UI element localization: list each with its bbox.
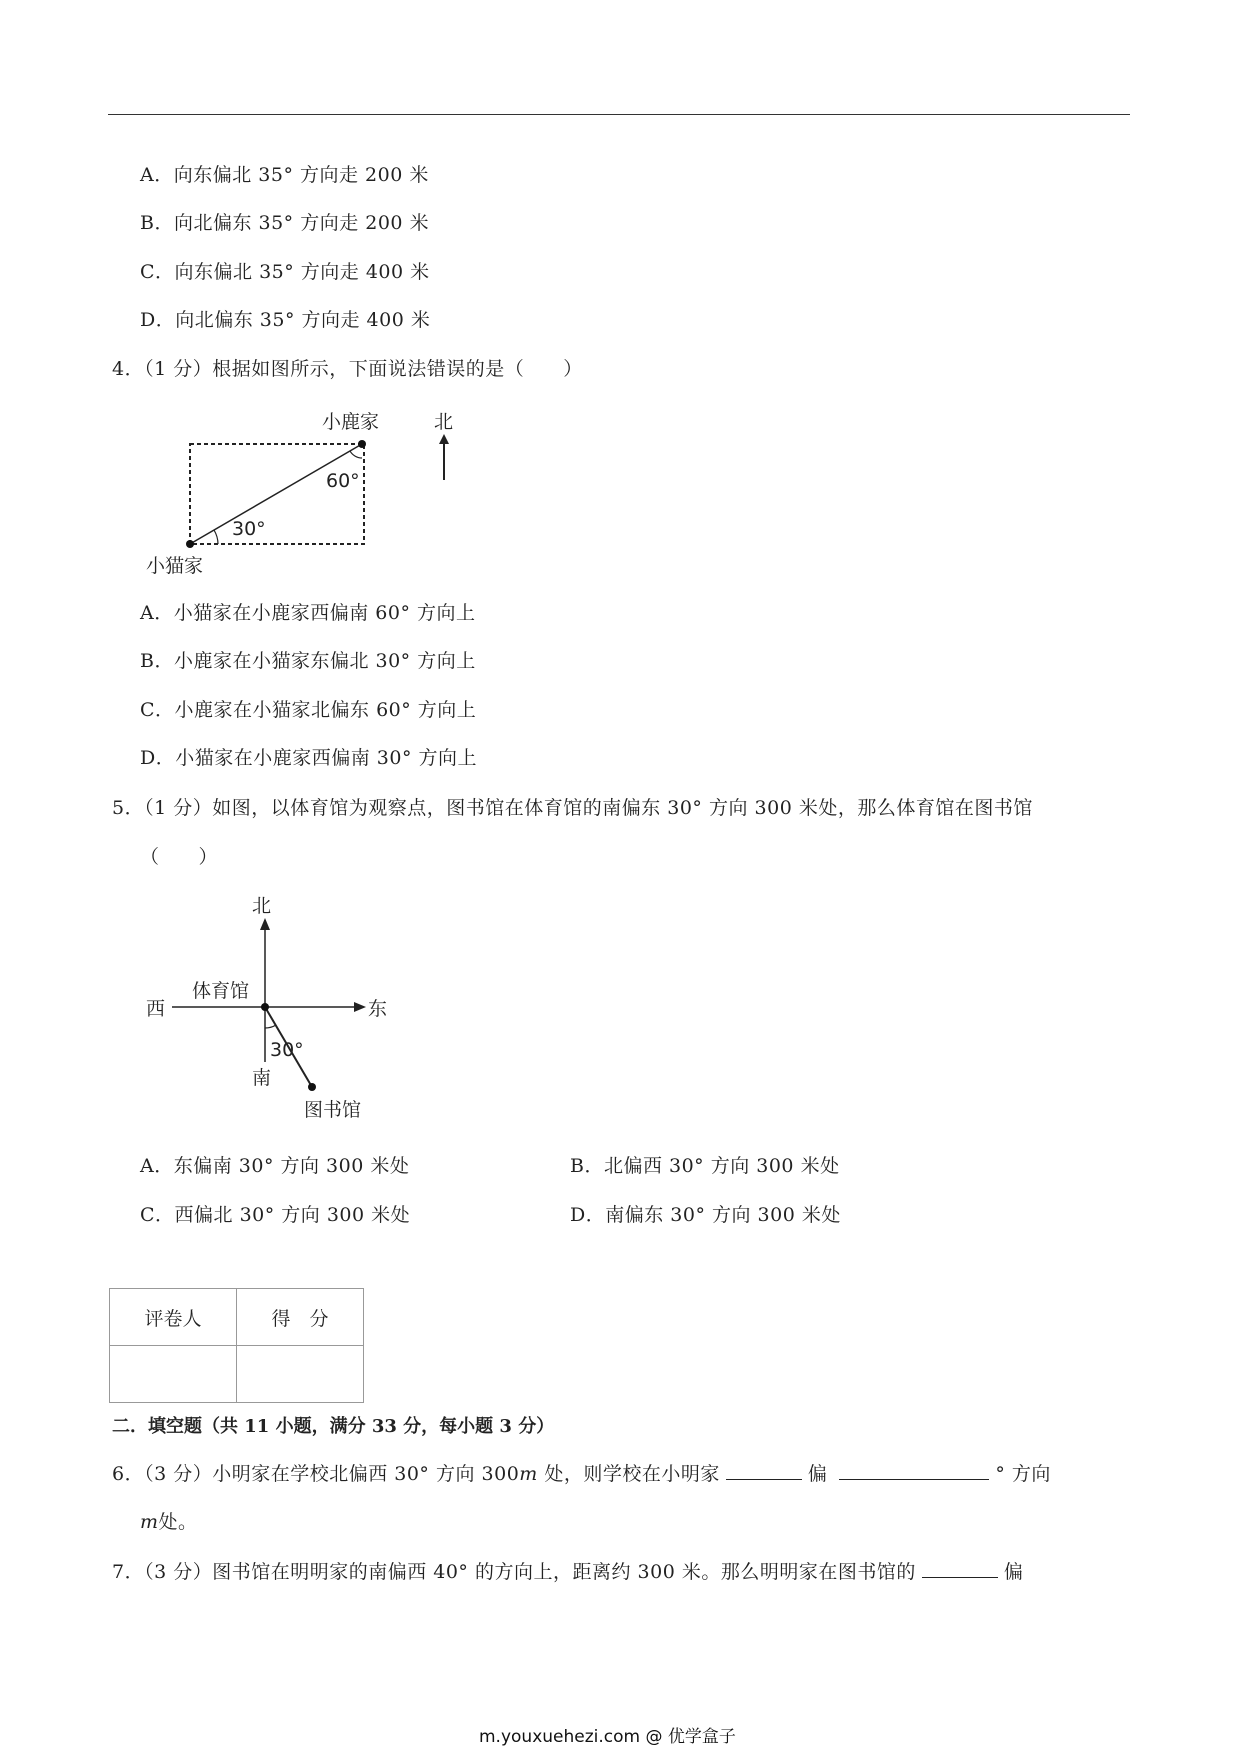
q5-east-arrow [354,1002,366,1012]
q5-angle-label: 30° [270,1039,304,1061]
q4-cat-label: 小猫家 [146,555,204,577]
q5-stem-line2: （ ） [140,846,219,868]
q6-part4: ° 方向 [995,1463,1051,1485]
q4-cat-dot [186,540,194,548]
q5-option-c: C．西偏北 30° 方向 300 米处 [140,1204,411,1226]
q5-option-b: B．北偏西 30° 方向 300 米处 [570,1155,840,1177]
q6-blank-2[interactable] [839,1461,989,1480]
header-rule [108,114,1130,115]
q5-option-d: D．南偏东 30° 方向 300 米处 [570,1204,841,1226]
q5-angle-arc [265,1025,276,1028]
q5-gym-label: 体育馆 [192,980,250,1002]
q5-stem-line1: 5．（1 分）如图，以体育馆为观察点，图书馆在体育馆的南偏东 30° 方向 300 米处，那么体育馆在图书馆 [112,797,1033,819]
q4-north-arrow-head [439,434,449,444]
q4-stem: 4．（1 分）根据如图所示，下面说法错误的是（ ） [112,358,583,380]
q6-line1 [112,1461,1051,1486]
q7-line1 [112,1559,1023,1584]
q4-figure [140,400,480,580]
q5-library-label: 图书馆 [304,1099,362,1121]
q4-option-d: D．小猫家在小鹿家西偏南 30° 方向上 [140,747,477,769]
footer-watermark: m.youxuehezi.com @ 优学盒子 [479,1727,736,1747]
q6-line2-rest: 处。 [158,1511,198,1533]
q4-option-c: C．小鹿家在小猫家北偏东 60° 方向上 [140,699,477,721]
section-2-heading: 二．填空题（共 11 小题，满分 33 分，每小题 3 分） [112,1416,555,1437]
q6-unit: m [519,1463,538,1485]
q4-option-b: B．小鹿家在小猫家东偏北 30° 方向上 [140,650,476,672]
q7-tail: 偏 [1003,1561,1024,1583]
q5-west-label: 西 [146,998,166,1020]
score-header: 得 分 [237,1289,364,1346]
q4-option-a: A．小猫家在小鹿家西偏南 60° 方向上 [140,602,476,624]
q6-part3: 偏 [807,1463,828,1485]
q5-figure [140,890,400,1130]
q5-option-a: A．东偏南 30° 方向 300 米处 [140,1155,410,1177]
q7-blank-1[interactable] [922,1559,998,1578]
q4-north-label: 北 [434,411,454,433]
score-cell[interactable] [237,1346,364,1403]
q4-deer-label: 小鹿家 [322,411,380,433]
q3-option-b: B．向北偏东 35° 方向走 200 米 [140,212,430,234]
score-table [109,1288,364,1403]
q4-connecting-line [190,444,362,544]
reviewer-header: 评卷人 [110,1289,237,1346]
q5-north-arrow [260,918,270,930]
q5-south-label: 南 [252,1067,272,1089]
q4-angle-arc-top [350,451,362,458]
q5-library-dot [308,1083,316,1091]
q3-option-d: D．向北偏东 35° 方向走 400 米 [140,309,431,331]
q7-text: 7．（3 分）图书馆在明明家的南偏西 40° 的方向上，距离约 300 米。那么明明家在图书馆的 [112,1561,916,1583]
q5-north-label: 北 [252,895,272,917]
q6-blank-1[interactable] [726,1461,802,1480]
q4-angle-top-label: 60° [326,470,360,492]
q4-angle-bottom-label: 30° [232,518,266,540]
q6-line2-unit: m [140,1511,159,1533]
q5-gym-dot [261,1003,269,1011]
q6-line2 [140,1510,198,1534]
q3-option-c: C．向东偏北 35° 方向走 400 米 [140,261,430,283]
q6-part1: 6．（3 分）小明家在学校北偏西 30° 方向 300 [112,1463,520,1485]
reviewer-cell[interactable] [110,1346,237,1403]
q4-angle-arc-bottom [214,530,218,544]
q3-option-a: A．向东偏北 35° 方向走 200 米 [140,164,429,186]
q4-deer-dot [358,440,366,448]
q6-part2: 处，则学校在小明家 [537,1463,720,1485]
q5-east-label: 东 [368,998,388,1020]
